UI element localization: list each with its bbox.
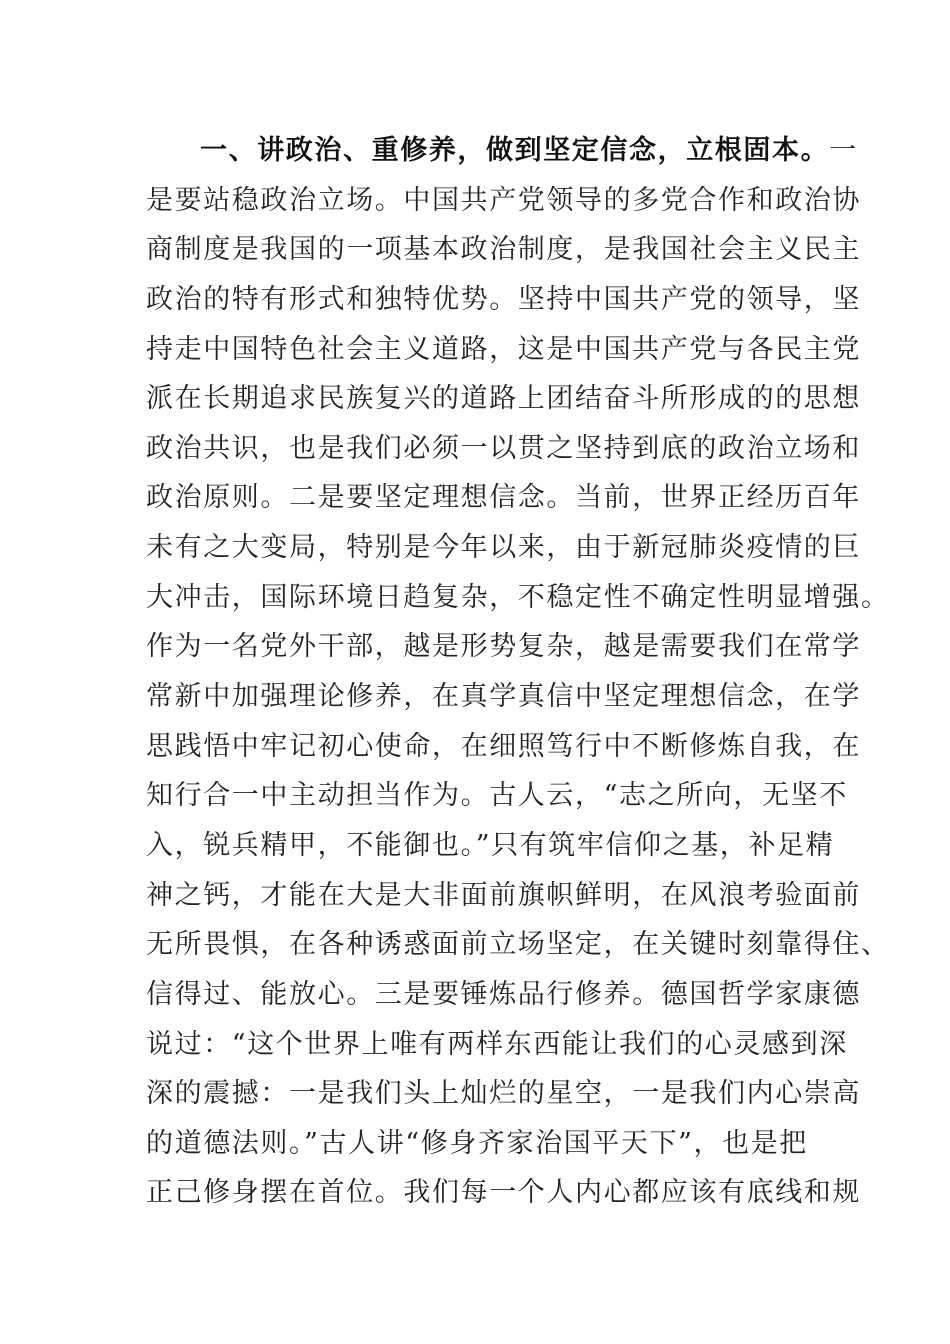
text-line-22: 正己修身摆在首位。我们每一个人内心都应该有底线和规 [146, 1177, 861, 1209]
section-heading: 一、讲政治、重修养，做到坚定信念，立根固本。 [200, 135, 830, 166]
text-line-4: 政治的特有形式和独特优势。坚持中国共产党的领导，坚 [146, 283, 861, 315]
text-line-16: 神之钙，才能在大是大非面前旗帜鲜明，在风浪考验面前 [146, 879, 861, 911]
text-line-10: 大冲击，国际环境日趋复杂，不稳定性不确定性明显增强。 [146, 581, 890, 613]
text-line-12: 常新中加强理论修养，在真学真信中坚定理想信念，在学 [146, 681, 861, 713]
text-line-1 [146, 126, 858, 176]
text-line-21: 的道德法则。”古人讲“修身齐家治国平天下”，也是把 [146, 1127, 808, 1159]
text-line-14: 知行合一中主动担当作为。古人云，“志之所向，无坚不 [146, 780, 848, 812]
text-line-9: 未有之大变局，特别是今年以来，由于新冠肺炎疫情的巨 [146, 532, 861, 564]
text-line-11: 作为一名党外干部，越是形势复杂，越是需要我们在常学 [146, 631, 861, 663]
text-line-1-tail: 一 [829, 135, 858, 166]
text-line-6: 派在长期追求民族复兴的道路上团结奋斗所形成的的思想 [146, 383, 861, 415]
text-line-20: 深的震撼：一是我们头上灿烂的星空，一是我们内心崇高 [146, 1078, 861, 1110]
text-line-3: 商制度是我国的一项基本政治制度，是我国社会主义民主 [146, 234, 861, 266]
text-line-7: 政治共识，也是我们必须一以贯之坚持到底的政治立场和 [146, 432, 861, 464]
text-line-2: 是要站稳政治立场。中国共产党领导的多党合作和政治协 [146, 184, 861, 216]
text-line-15: 入，锐兵精甲，不能御也。”只有筑牢信仰之基，补足精 [146, 829, 835, 861]
text-line-17: 无所畏惧，在各种诱惑面前立场坚定，在关键时刻靠得住、 [146, 929, 890, 961]
document-body [146, 126, 890, 1218]
text-line-19: 说过：“这个世界上唯有两样东西能让我们的心灵感到深 [146, 1028, 848, 1060]
text-line-18: 信得过、能放心。三是要锤炼品行修养。德国哲学家康德 [146, 978, 861, 1010]
text-line-5: 持走中国特色社会主义道路，这是中国共产党与各民主党 [146, 333, 861, 365]
text-line-13: 思践悟中牢记初心使命，在细照笃行中不断修炼自我，在 [146, 730, 861, 762]
text-line-8: 政治原则。二是要坚定理想信念。当前，世界正经历百年 [146, 482, 861, 514]
